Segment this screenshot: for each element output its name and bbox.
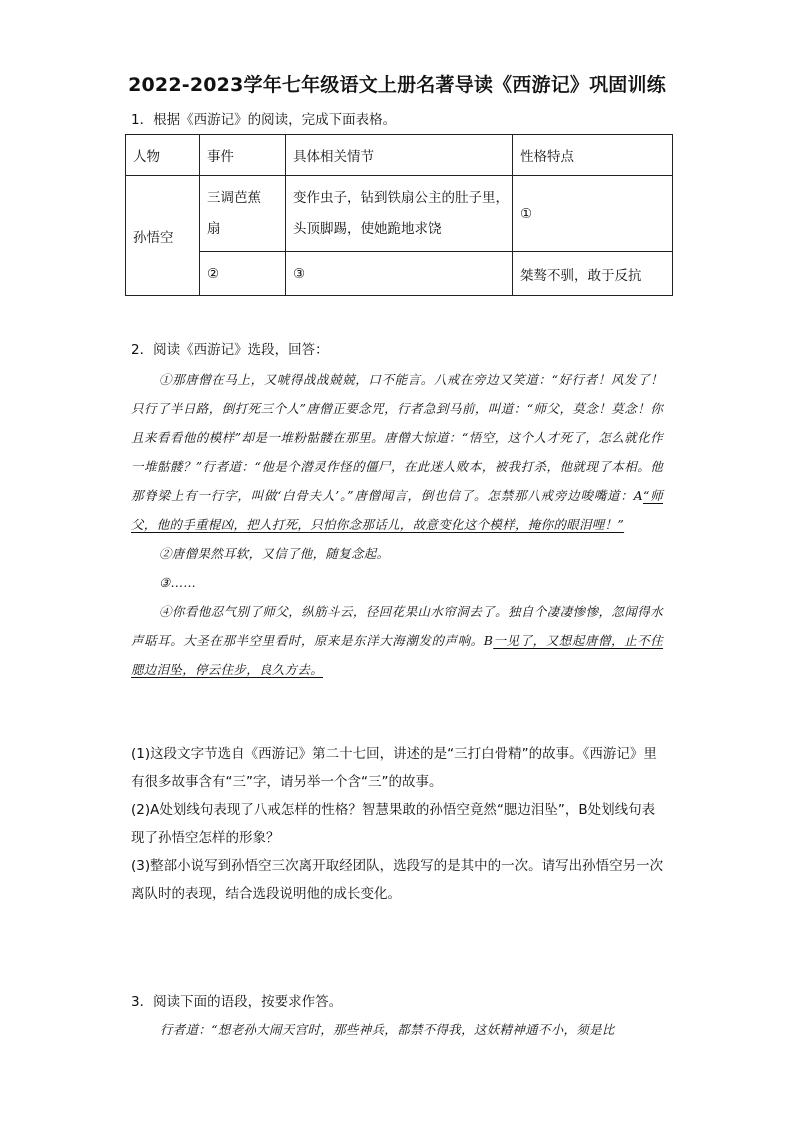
header-event: 事件 (200, 135, 286, 176)
passage-paragraph: ③…… (159, 575, 197, 590)
plot-cell (286, 176, 513, 252)
passage-paragraph (131, 365, 663, 539)
question-3-stem: 3．阅读下面的语段，按要求作答。 (131, 994, 343, 1010)
event-cell: ② (200, 252, 286, 296)
sub-question-2: (2)A处划线句表现了八戒怎样的性格？智慧果敢的孙悟空竟然“腮边泪坠”，B处划线句表现了孙悟空怎样的形象？ (131, 802, 656, 846)
table-row (126, 252, 673, 296)
question-1-stem: 1．根据《西游记》的阅读，完成下面表格。 (131, 112, 397, 128)
character-cell: 孙悟空 (126, 176, 200, 296)
underlined-sentence-a: “师父，他的手重棍凶，把人打死，只怕你念那话儿，故意变化这个模样，掩你的眼泪哩！” (131, 488, 663, 532)
sub-question-3: (3)整部小说写到孙悟空三次离开取经团队，选段写的是其中的一次。请写出孙悟空另一次离队时的表现，结合选段说明他的成长变化。 (131, 858, 664, 902)
header-character: 人物 (126, 135, 200, 176)
table-row (126, 176, 673, 252)
event-cell (200, 176, 286, 252)
trait-cell: 桀骜不驯，敢于反抗 (513, 252, 673, 296)
passage-excerpt (131, 365, 663, 684)
underlined-sentence-b: 一见了，又想起唐僧，止不住腮边泪坠，停云住步，良久方去。 (131, 633, 664, 677)
plot-cell: ③ (286, 252, 513, 296)
plot-line: 头顶脚踢，使她跪地求饶 (293, 220, 442, 237)
table-header-row (126, 135, 673, 176)
question-3-quote: 行者道：“想老孙大闹天宫时，那些神兵，都禁不得我，这妖精神通不小，须是比 (160, 1022, 615, 1037)
event-line: 扇 (207, 220, 221, 237)
trait-cell: ① (513, 176, 673, 252)
sub-questions (131, 740, 666, 908)
paragraph-text: ①那唐僧在马上，又唬得战战兢兢，口不能言。八戒在旁边又笑道：“好行者！风发了！只行了半日路，倒打死三个人”唐僧正要念咒，行者急到马前，叫道：“师父，莫念！莫念！你且来看看他的模样”却是一堆粉骷髅在那里。唐僧大惊道：“悟空，这个人才死了，怎么就化作一堆骷髅？”行者道：“他是个潜灵作怪的僵尸，在此迷人败本，被我打杀，他就现了本相。他那脊梁上有一行字，叫做‘白骨夫人’。”唐僧闻言，倒也信了。怎禁那八戒旁边唆嘴道：A (131, 372, 663, 503)
event-line: 三调芭蕉 (207, 189, 261, 206)
page-title: 2022-2023学年七年级语文上册名著导读《西游记》巩固训练 (128, 74, 666, 96)
passage-paragraph (131, 597, 663, 684)
sub-question-1: (1)这段文字节选自《西游记》第二十七回，讲述的是“三打白骨精”的故事。《西游记》里有很多故事含有“三”字，请另举一个含“三”的故事。 (131, 746, 657, 790)
header-trait: 性格特点 (513, 135, 673, 176)
plot-line: 变作虫子，钻到铁扇公主的肚子里， (293, 189, 509, 206)
paragraph-text: ④你看他忍气别了师父，纵筋斗云，径回花果山水帘洞去了。独自个凄凄惨惨，忽闻得水声聒耳。大圣在那半空里看时，原来是东洋大海潮发的声响。B (131, 604, 663, 648)
passage-paragraph: ②唐僧果然耳软，又信了他，随复念起。 (159, 546, 390, 561)
question-2-stem: 2．阅读《西游记》选段，回答： (131, 342, 329, 358)
header-plot: 具体相关情节 (286, 135, 513, 176)
character-table (125, 134, 673, 296)
